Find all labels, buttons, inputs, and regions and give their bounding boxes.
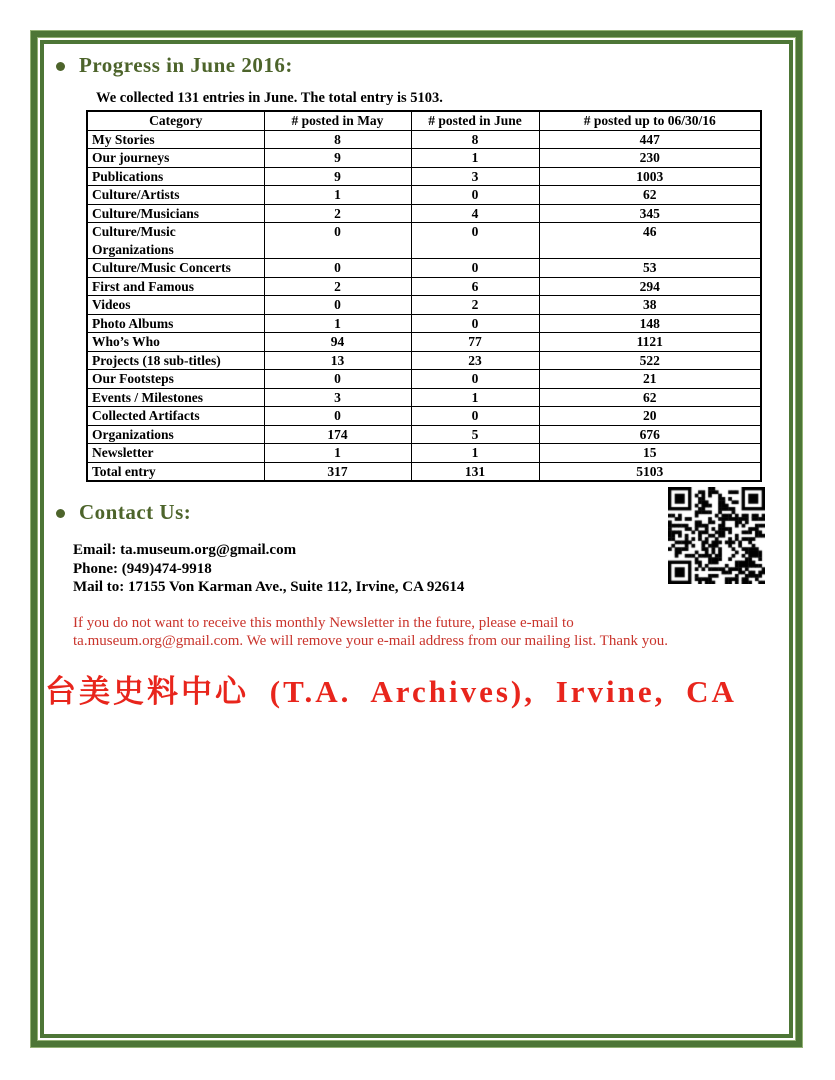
progress-title: Progress in June 2016: bbox=[79, 53, 293, 77]
table-row bbox=[87, 186, 761, 205]
category-cell: Events / Milestones bbox=[87, 388, 264, 407]
count-cell: 4 bbox=[411, 204, 539, 223]
table-header-cell: Category bbox=[87, 111, 264, 130]
progress-table bbox=[86, 110, 762, 482]
table-row bbox=[87, 370, 761, 389]
contact-phone-line: Phone: (949)474-9918 bbox=[73, 560, 212, 577]
count-cell: 0 bbox=[411, 259, 539, 278]
qr-code bbox=[668, 487, 765, 584]
count-cell: 94 bbox=[264, 333, 411, 352]
category-cell: Our Footsteps bbox=[87, 370, 264, 389]
category-cell: Culture/Artists bbox=[87, 186, 264, 205]
count-cell: 2 bbox=[411, 296, 539, 315]
count-cell: 0 bbox=[264, 296, 411, 315]
table-row bbox=[87, 407, 761, 426]
table-row bbox=[87, 444, 761, 463]
count-cell: 676 bbox=[539, 425, 761, 444]
table-row bbox=[87, 462, 761, 481]
contact-title: Contact Us: bbox=[79, 500, 192, 524]
count-cell: 9 bbox=[264, 167, 411, 186]
table-row bbox=[87, 149, 761, 168]
count-cell: 0 bbox=[411, 370, 539, 389]
count-cell: 8 bbox=[264, 130, 411, 149]
table-header-cell: # posted up to 06/30/16 bbox=[539, 111, 761, 130]
contact-email-line: Email: ta.museum.org@gmail.com bbox=[73, 542, 297, 558]
count-cell: 230 bbox=[539, 149, 761, 168]
bullet-icon bbox=[56, 509, 65, 518]
category-cell: Organizations bbox=[87, 425, 264, 444]
count-cell: 62 bbox=[539, 388, 761, 407]
count-cell: 46 bbox=[539, 223, 761, 259]
count-cell: 131 bbox=[411, 462, 539, 481]
count-cell: 62 bbox=[539, 186, 761, 205]
category-cell: Videos bbox=[87, 296, 264, 315]
count-cell: 174 bbox=[264, 425, 411, 444]
progress-intro: We collected 131 entries in June. The total entry is 5103. bbox=[96, 90, 443, 106]
table-row bbox=[87, 351, 761, 370]
category-cell: Photo Albums bbox=[87, 314, 264, 333]
count-cell: 0 bbox=[264, 407, 411, 426]
table-row bbox=[87, 277, 761, 296]
count-cell: 148 bbox=[539, 314, 761, 333]
count-cell: 0 bbox=[264, 370, 411, 389]
progress-table-body bbox=[87, 130, 761, 481]
contact-mail-line: Mail to: 17155 Von Karman Ave., Suite 112, Irvine, CA 92614 bbox=[73, 579, 465, 595]
category-cell: Culture/Music Concerts bbox=[87, 259, 264, 278]
count-cell: 23 bbox=[411, 351, 539, 370]
category-cell: Publications bbox=[87, 167, 264, 186]
table-header-row bbox=[87, 111, 761, 130]
table-row bbox=[87, 204, 761, 223]
table-row bbox=[87, 314, 761, 333]
table-row bbox=[87, 333, 761, 352]
category-cell: Projects (18 sub-titles) bbox=[87, 351, 264, 370]
category-cell: Who’s Who bbox=[87, 333, 264, 352]
count-cell: 77 bbox=[411, 333, 539, 352]
table-row bbox=[87, 167, 761, 186]
category-cell: Total entry bbox=[87, 462, 264, 481]
count-cell: 1 bbox=[411, 388, 539, 407]
count-cell: 0 bbox=[411, 407, 539, 426]
count-cell: 0 bbox=[411, 223, 539, 259]
count-cell: 2 bbox=[264, 277, 411, 296]
count-cell: 1 bbox=[411, 149, 539, 168]
count-cell: 3 bbox=[264, 388, 411, 407]
progress-table-head bbox=[87, 111, 761, 130]
table-row bbox=[87, 130, 761, 149]
count-cell: 522 bbox=[539, 351, 761, 370]
category-cell: Culture/Musicians bbox=[87, 204, 264, 223]
count-cell: 1 bbox=[264, 186, 411, 205]
count-cell: 3 bbox=[411, 167, 539, 186]
count-cell: 2 bbox=[264, 204, 411, 223]
count-cell: 1 bbox=[411, 444, 539, 463]
count-cell: 0 bbox=[264, 259, 411, 278]
count-cell: 13 bbox=[264, 351, 411, 370]
category-cell: Newsletter bbox=[87, 444, 264, 463]
table-row bbox=[87, 296, 761, 315]
count-cell: 15 bbox=[539, 444, 761, 463]
count-cell: 0 bbox=[411, 186, 539, 205]
count-cell: 1003 bbox=[539, 167, 761, 186]
count-cell: 447 bbox=[539, 130, 761, 149]
unsubscribe-note: If you do not want to receive this monthly Newsletter in the future, please e-mail to ta.museum.org@gmail.com. We will remove your e-mail address from our mailing list. Thank you. bbox=[73, 614, 668, 649]
count-cell: 53 bbox=[539, 259, 761, 278]
table-header-cell: # posted in June bbox=[411, 111, 539, 130]
progress-heading bbox=[54, 52, 789, 78]
bullet-icon bbox=[56, 62, 65, 71]
count-cell: 8 bbox=[411, 130, 539, 149]
organization-title: 台美史料中心 (T.A. Archives), Irvine, CA bbox=[45, 673, 737, 709]
count-cell: 9 bbox=[264, 149, 411, 168]
count-cell: 0 bbox=[411, 314, 539, 333]
table-row bbox=[87, 259, 761, 278]
count-cell: 6 bbox=[411, 277, 539, 296]
category-cell: First and Famous bbox=[87, 277, 264, 296]
table-row bbox=[87, 425, 761, 444]
category-cell: Collected Artifacts bbox=[87, 407, 264, 426]
count-cell: 0 bbox=[264, 223, 411, 259]
count-cell: 1 bbox=[264, 444, 411, 463]
count-cell: 345 bbox=[539, 204, 761, 223]
count-cell: 294 bbox=[539, 277, 761, 296]
count-cell: 5103 bbox=[539, 462, 761, 481]
category-cell: My Stories bbox=[87, 130, 264, 149]
count-cell: 38 bbox=[539, 296, 761, 315]
category-cell: Culture/Music Organizations bbox=[87, 223, 264, 259]
count-cell: 1121 bbox=[539, 333, 761, 352]
table-header-cell: # posted in May bbox=[264, 111, 411, 130]
table-row bbox=[87, 388, 761, 407]
category-cell: Our journeys bbox=[87, 149, 264, 168]
count-cell: 20 bbox=[539, 407, 761, 426]
count-cell: 21 bbox=[539, 370, 761, 389]
count-cell: 1 bbox=[264, 314, 411, 333]
count-cell: 5 bbox=[411, 425, 539, 444]
count-cell: 317 bbox=[264, 462, 411, 481]
table-row bbox=[87, 223, 761, 259]
